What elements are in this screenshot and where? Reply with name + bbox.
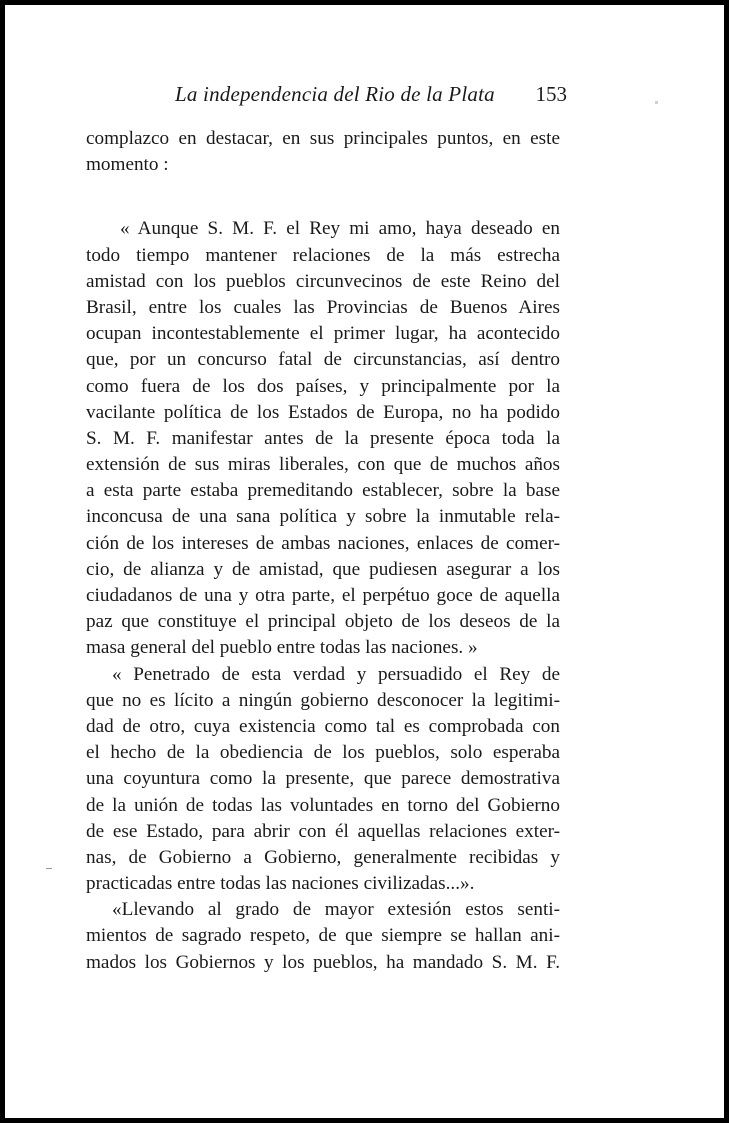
text-line: nas, de Gobierno a Gobierno, generalmente recibidas y [86,846,560,868]
margin-mark [46,868,52,869]
text-line: que, por un concurso fatal de circunstancias, así dentro [86,349,560,371]
text-line: practicadas entre todas las naciones civilizadas...». [86,873,475,895]
text-line: «Llevando al grado de mayor extesión estos senti- [112,899,560,921]
text-line: todo tiempo mantener relaciones de la más estrecha [86,244,560,266]
text-line: de la unión de todas las voluntades en torno del Gobierno [86,794,560,816]
body-text [86,126,560,976]
text-line: amistad con los pueblos circunvecinos de este Reino del [86,270,560,292]
text-line: ción de los intereses de ambas naciones, enlaces de comer- [86,532,560,554]
text-line: vacilante política de los Estados de Europa, no ha podido [86,401,560,423]
text-line: complazco en destacar, en sus principales puntos, en este [86,128,560,149]
text-line: una coyuntura como la presente, que parece demostrativa [86,768,560,790]
text-line: como fuera de los dos países, y principalmente por la [86,375,560,397]
text-line: extensión de sus miras liberales, con que de muchos años [86,454,560,476]
text-line: momento : [86,154,169,176]
text-line: inconcusa de una sana política y sobre la inmutable rela- [86,506,560,528]
text-line: « Penetrado de esta verdad y persuadido el Rey de [112,663,560,685]
text-line: cio, de alianza y de amistad, que pudiesen asegurar a los [86,558,560,580]
text-line: el hecho de la obediencia de los pueblos, solo esperaba [86,742,560,764]
text-line: S. M. F. manifestar antes de la presente época toda la [86,427,560,449]
text-line: Brasil, entre los cuales las Provincias de Buenos Aires [86,296,560,318]
text-line: mados los Gobiernos y los pueblos, ha mandado S. M. F. [86,951,560,973]
text-line: de ese Estado, para abrir con él aquellas relaciones exter- [86,820,560,842]
page-header [87,80,567,114]
text-line: masa general del pueblo entre todas las naciones. » [86,637,478,659]
text-line: paz que constituye el principal objeto de los deseos de la [86,611,560,633]
text-line: dad de otro, cuya existencia como tal es comprobada con [86,715,560,737]
page-number: 153 [535,82,567,106]
running-title: La independencia del Rio de la Plata [175,82,495,106]
scan-speck [655,101,658,104]
text-line: « Aunque S. M. F. el Rey mi amo, haya deseado en [120,218,560,240]
text-line: a esta parte estaba premeditando establecer, sobre la base [86,480,560,502]
text-line: ciudadanos de una y otra parte, el perpétuo goce de aquella [86,585,560,606]
paragraph-gap [86,178,560,216]
text-line: mientos de sagrado respeto, de que siempre se hallan ani- [86,925,560,947]
text-line: que no es lícito a ningún gobierno desconocer la legitimi- [86,689,560,711]
text-line: ocupan incontestablemente el primer lugar, ha acontecido [86,323,560,345]
